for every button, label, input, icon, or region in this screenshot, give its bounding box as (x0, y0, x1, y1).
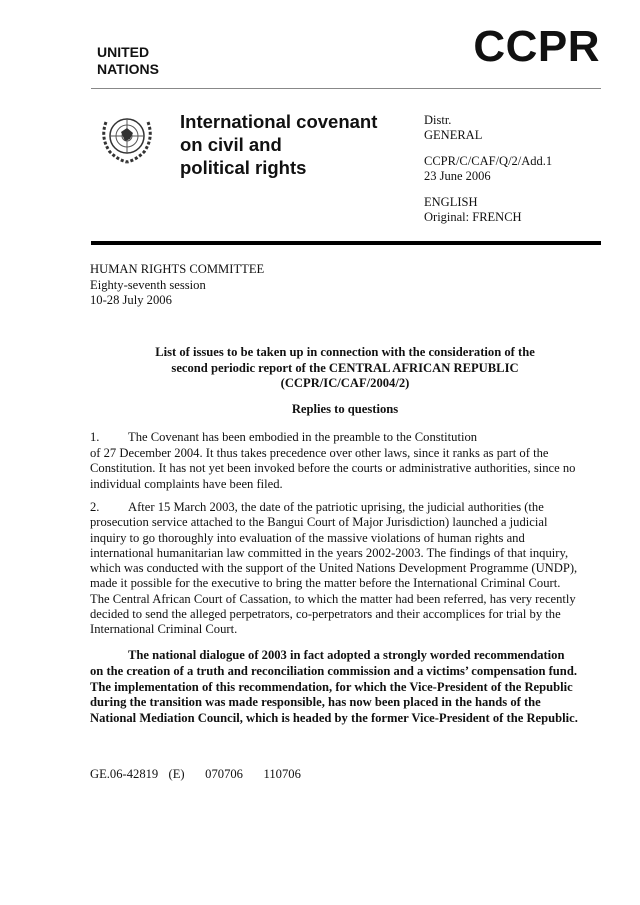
document-date: 23 June 2006 (424, 169, 491, 183)
title-line: International covenant (180, 111, 378, 132)
paragraph-line: National Mediation Council, which is headed by the former Vice-President of the Republic. (90, 711, 578, 726)
document-heading (90, 345, 600, 392)
paragraph-number: 2. (90, 500, 100, 514)
paragraph-line: individual complaints have been filed. (90, 476, 283, 491)
paragraph-2 (90, 500, 577, 638)
session: Eighty-seventh session (90, 277, 206, 292)
paragraph-line: which was conducted with the support of the United Nations Development Programme (UNDP), (90, 561, 578, 576)
organization-name (97, 44, 159, 78)
paragraph-1 (90, 430, 575, 492)
header-thick-divider (91, 241, 601, 245)
org-line-2: NATIONS (97, 61, 159, 77)
paragraph-line: The Covenant has been embodied in the preamble to the Constitution (128, 430, 478, 444)
document-symbol: CCPR/C/CAF/Q/2/Add.1 (424, 154, 553, 168)
original-language: Original: FRENCH (424, 210, 522, 224)
heading-line: second periodic report of the CENTRAL AFRICAN REPUBLIC (171, 360, 519, 375)
paragraph-line: prosecution service attached to the Bangui Court of Major Jurisdiction) launched a judicial (90, 515, 548, 530)
heading-line: (CCPR/IC/CAF/2004/2) (280, 376, 410, 390)
paragraph-line: decided to send the alleged perpetrators, co-perpetrators and their accomplices for trial by the (90, 607, 561, 622)
title-line: political rights (180, 157, 307, 178)
document-language: ENGLISH (424, 195, 478, 209)
document-title (180, 110, 377, 179)
paragraph-line: International Criminal Court. (90, 622, 238, 637)
distr-value: GENERAL (424, 128, 483, 142)
title-line: on civil and (180, 134, 282, 155)
paragraph-line: of 27 December 2004. It thus takes precedence over other laws, since it ranks as part of the (90, 445, 549, 460)
paragraph-line: The implementation of this recommendation, for which the Vice-President of the Republic (90, 679, 573, 694)
paragraph-line: After 15 March 2003, the date of the patriotic uprising, the judicial authorities (the (128, 500, 544, 514)
paragraph-line: made it possible for the executive to bring the matter before the International Criminal Court. (90, 576, 561, 591)
header-divider (91, 88, 601, 89)
paragraph-line: Constitution. It has not yet been invoked before the courts or administrative authorities, since no (90, 461, 576, 475)
subheading: Replies to questions (291, 402, 399, 416)
paragraph-number: 1. (90, 430, 100, 444)
document-metadata (424, 113, 552, 225)
distr-label: Distr. (424, 113, 452, 127)
un-emblem-icon (96, 108, 158, 168)
paragraph-3 (90, 648, 578, 727)
committee-name: HUMAN RIGHTS COMMITTEE (90, 262, 265, 276)
session-dates: 10-28 July 2006 (90, 293, 172, 307)
document-series: CCPR (473, 22, 600, 71)
paragraph-line: The Central African Court of Cassation, to which the matter had been referred, has very recently (90, 591, 576, 606)
paragraph-line: The national dialogue of 2003 in fact adopted a strongly worded recommendation (128, 648, 565, 662)
paragraph-line: international humanitarian law committed in the years 2002-2003. The findings of that inquiry, (90, 545, 569, 560)
org-line-1: UNITED (97, 44, 150, 60)
paragraph-line: during the transition was made responsible, has now been placed in the hands of the (90, 695, 541, 710)
paragraph-line: on the creation of a truth and reconciliation commission and a victims’ compensation fund. (90, 663, 577, 678)
heading-line: List of issues to be taken up in connection with the consideration of the (155, 345, 535, 359)
document-job-number: GE.06-42819 (E) 070706 110706 (90, 767, 301, 781)
paragraph-line: inquiry to go thoroughly into evaluation of the massive violations of human rights and (90, 530, 525, 545)
committee-info (90, 262, 264, 309)
